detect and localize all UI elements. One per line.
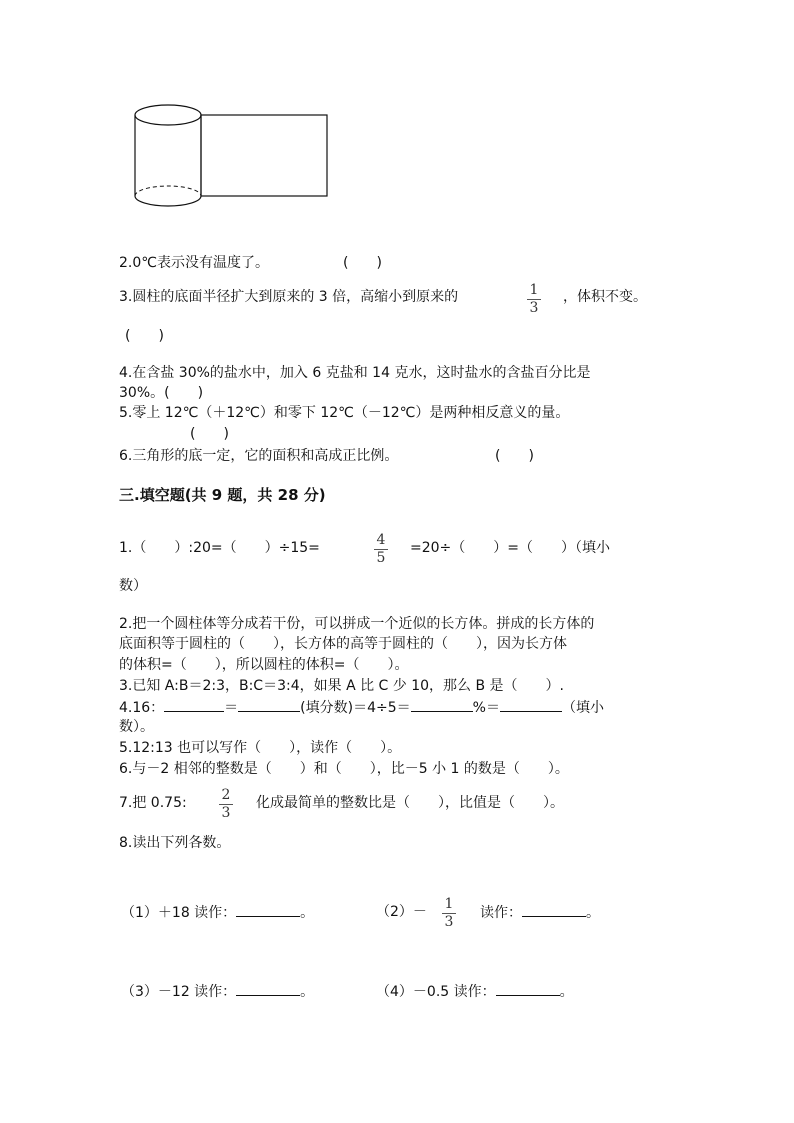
answer-blank[interactable] — [164, 698, 224, 712]
section-title: 三.填空题(共 9 题，共 28 分) — [119, 486, 326, 504]
fraction-numerator: 4 — [376, 532, 386, 548]
period: 。 — [300, 905, 315, 921]
fill-q2-line3: 的体积=（ ），所以圆柱的体积=（ ）。 — [119, 657, 409, 673]
judge-q2-text: 2.0℃表示没有温度了。 — [119, 255, 269, 271]
cylinder-top-ellipse — [135, 105, 201, 125]
judge-q3 — [119, 288, 458, 306]
judge-q5-answer[interactable]: ( ) — [190, 426, 229, 442]
fill-q4-wrap: 数）。 — [119, 719, 154, 735]
fill-q7-tail: 化成最简单的整数比是（ ），比值是（ ）。 — [256, 795, 564, 811]
cylinder-bottom-front — [135, 196, 201, 206]
read-item-2 — [376, 903, 427, 921]
judge-q5: 5.零上 12℃（＋12℃）和零下 12℃（－12℃）是两种相反意义的量。 — [119, 405, 570, 421]
read-item-2-label: （2）－ — [376, 904, 427, 920]
fill-q1-tail: =20÷（ ）=（ ）（填小 — [410, 540, 611, 556]
fill-q2-line1: 2.把一个圆柱体等分成若干份，可以拼成一个近似的长方体。拼成的长方体的 — [119, 616, 595, 632]
judge-q3-tail: ，体积不变。 — [563, 289, 647, 305]
judge-q3-fraction — [526, 283, 542, 316]
answer-blank[interactable] — [496, 982, 560, 996]
fill-q4-part-b: ＝ — [224, 700, 239, 716]
fraction-numerator: 1 — [529, 282, 539, 298]
read-item-2-fraction — [441, 897, 457, 930]
period: 。 — [559, 984, 574, 1000]
read-item-1-label: （1）＋18 读作： — [121, 905, 237, 921]
judge-q2-answer[interactable]: ( ) — [343, 255, 382, 271]
read-item-1 — [121, 903, 314, 922]
answer-blank[interactable] — [522, 903, 586, 917]
unrolled-rectangle — [201, 115, 327, 196]
cylinder-figure — [128, 100, 334, 210]
judge-q2 — [119, 254, 269, 272]
read-item-3-label: （3）－12 读作： — [121, 984, 237, 1000]
period: 。 — [586, 905, 600, 921]
fraction-numerator: 1 — [444, 896, 454, 912]
answer-blank[interactable] — [500, 698, 562, 712]
fill-q4-part-d: %＝ — [472, 700, 500, 716]
read-item-2-label-tail: 读作： — [480, 905, 522, 921]
fill-q3: 3.已知 A:B＝2:3，B:C＝3:4，如果 A 比 C 少 10，那么 B 是（ ）. — [119, 678, 564, 694]
fraction-denominator: 3 — [221, 805, 231, 821]
fill-q1-fraction — [373, 533, 389, 566]
judge-q3-text: 3.圆柱的底面半径扩大到原来的 3 倍，高缩小到原来的 — [119, 289, 459, 305]
read-item-4-label: （4）－0.5 读作： — [376, 984, 496, 1000]
judge-q6: 6.三角形的底一定，它的面积和高成正比例。 — [119, 448, 399, 464]
fraction-denominator: 3 — [444, 914, 454, 930]
judge-q3-answer[interactable]: ( ) — [125, 328, 164, 344]
fill-q5: 5.12:13 也可以写作（ ），读作（ ）。 — [119, 740, 402, 756]
fill-q4 — [119, 698, 604, 717]
fill-q4-part-a: 4.16： — [119, 700, 165, 716]
fill-q4-part-e: （填小 — [561, 700, 604, 716]
fraction-denominator: 5 — [376, 550, 386, 566]
fill-q4-part-c: (填分数)＝4÷5＝ — [300, 700, 411, 716]
fill-q8: 8.读出下列各数。 — [119, 835, 231, 851]
answer-blank[interactable] — [411, 698, 473, 712]
fill-q2-line2: 底面积等于圆柱的（ ），长方体的高等于圆柱的（ ），因为长方体 — [119, 636, 567, 652]
fraction-numerator: 2 — [221, 787, 231, 803]
read-item-3 — [121, 982, 314, 1001]
read-item-2-tail — [480, 903, 600, 922]
cylinder-bottom-back-dashed — [135, 186, 201, 196]
period: 。 — [300, 984, 315, 1000]
judge-q4: 4.在含盐 30%的盐水中，加入 6 克盐和 14 克水，这时盐水的含盐百分比是 — [119, 365, 591, 381]
answer-blank[interactable] — [238, 698, 300, 712]
judge-q6-answer[interactable]: ( ) — [495, 448, 534, 464]
fill-q1-wrap: 数） — [119, 578, 147, 594]
fill-q6: 6.与－2 相邻的整数是（ ）和（ ），比－5 小 1 的数是（ ）。 — [119, 761, 569, 777]
fill-q7: 7.把 0.75: — [119, 795, 187, 811]
read-item-4 — [376, 982, 574, 1001]
fraction-denominator: 3 — [529, 300, 539, 316]
fill-q7-fraction — [218, 788, 234, 821]
answer-blank[interactable] — [236, 982, 300, 996]
answer-blank[interactable] — [236, 903, 300, 917]
judge-q4-wrap: 30%。( ) — [119, 385, 204, 401]
fill-q1: 1.（ ）:20=（ ）÷15= — [119, 540, 320, 556]
